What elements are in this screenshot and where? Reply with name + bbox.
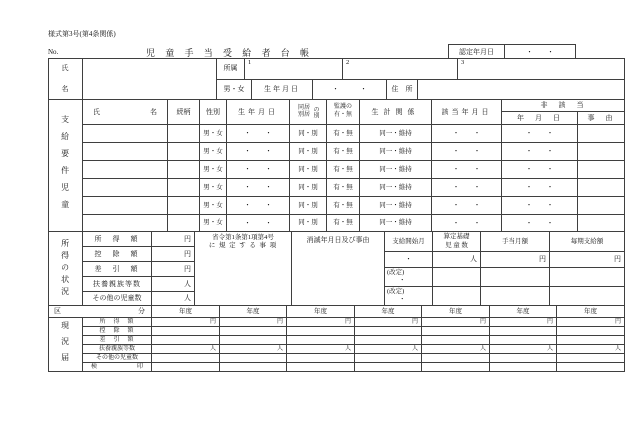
status-other-children-cell[interactable] [355, 354, 422, 363]
fiscal-year-header[interactable]: 年度 [422, 306, 490, 318]
child-relation-cell[interactable] [168, 143, 200, 161]
recipient-sex-option[interactable]: 男・女 [217, 80, 252, 100]
status-dependents-cell[interactable]: 人 [422, 345, 490, 354]
children-not-applicable-header: 非 該 当 [502, 100, 625, 112]
status-income-cell[interactable]: 円 [422, 318, 490, 327]
children-section-label: 支給要件児童 [48, 100, 83, 232]
status-dependents-cell[interactable]: 人 [287, 345, 355, 354]
status-income-label: 所 得 額 [83, 318, 152, 327]
child-na-reason-cell[interactable] [578, 161, 625, 179]
status-deduction-cell[interactable] [557, 327, 625, 336]
fiscal-year-header[interactable]: 年度 [287, 306, 355, 318]
children-name-header-left: 氏 [93, 107, 100, 116]
child-livelihood-option[interactable]: 同一・維持 [360, 143, 432, 161]
children-name-header-right: 名 [150, 107, 157, 116]
child-living-option[interactable]: 同・別 [290, 197, 327, 215]
income-section-label: 所得の状況 [48, 232, 83, 306]
calc-base-line2: 児 童 数 [445, 241, 468, 249]
status-seal-cell[interactable] [355, 363, 422, 372]
child-custody-option[interactable]: 有・無 [327, 197, 360, 215]
child-sex-option[interactable]: 男・女 [200, 197, 227, 215]
child-name-cell[interactable] [83, 143, 168, 161]
child-na-date-cell[interactable]: ・ ・ [502, 143, 578, 161]
revision-label: (改定) [387, 288, 405, 295]
child-sex-option[interactable]: 男・女 [200, 161, 227, 179]
status-other-children-cell[interactable] [220, 354, 287, 363]
status-balance-cell[interactable] [355, 336, 422, 345]
payment-start-month-cell[interactable]: ・ [385, 252, 433, 268]
child-na-date-cell[interactable]: ・ ・ [502, 125, 578, 143]
affiliation-cell-1[interactable]: 1 [245, 58, 343, 80]
child-custody-option[interactable]: 有・無 [327, 161, 360, 179]
revision-dot: ・ [399, 296, 406, 304]
children-applicable-date-header: 該当年月日 [432, 100, 502, 125]
children-livelihood-header: 生計関係 [360, 100, 432, 125]
status-income-cell[interactable]: 円 [557, 318, 625, 327]
revision-start-month-cell[interactable] [385, 287, 433, 306]
division-header [48, 306, 152, 318]
child-na-reason-cell[interactable] [578, 125, 625, 143]
calc-base-children-cell[interactable]: 人 [433, 252, 481, 268]
child-dob-cell[interactable]: ・ ・ [227, 215, 290, 232]
child-name-cell[interactable] [83, 179, 168, 197]
status-deduction-cell[interactable] [220, 327, 287, 336]
status-deduction-cell[interactable] [152, 327, 220, 336]
calc-base-line1: 算定基礎 [443, 233, 470, 241]
not-applicable-reason-header: 事 由 [578, 112, 625, 125]
ordinance-line2: に 規 定 す る 事 項 [208, 242, 278, 250]
status-balance-cell[interactable] [152, 336, 220, 345]
seal-left-char: 検 [91, 363, 98, 370]
certification-date-label: 認定年月日 [449, 45, 505, 58]
child-dob-cell[interactable]: ・ ・ [227, 197, 290, 215]
child-na-reason-cell[interactable] [578, 179, 625, 197]
affiliation-cell-3[interactable]: 3 [458, 58, 625, 80]
certification-date-box [448, 44, 576, 59]
status-dependents-cell[interactable]: 人 [152, 345, 220, 354]
status-dependents-cell[interactable]: 人 [557, 345, 625, 354]
child-relation-cell[interactable] [168, 215, 200, 232]
status-dependents-cell[interactable]: 人 [220, 345, 287, 354]
address-label: 住 所 [387, 80, 418, 100]
child-relation-cell[interactable] [168, 161, 200, 179]
fiscal-year-header[interactable]: 年度 [557, 306, 625, 318]
child-custody-option[interactable]: 有・無 [327, 125, 360, 143]
dependents-count-cell[interactable]: 人 [152, 277, 195, 292]
periodic-payment-cell[interactable]: 円 [550, 252, 625, 268]
status-other-children-cell[interactable] [422, 354, 490, 363]
status-deduction-cell[interactable] [490, 327, 557, 336]
division-right-char: 分 [138, 307, 145, 316]
child-sex-option[interactable]: 男・女 [200, 125, 227, 143]
form-code: 様式第3号(第4条関係) [48, 30, 116, 38]
child-applicable-date-cell[interactable]: ・ ・ [432, 161, 502, 179]
status-dependents-cell[interactable]: 人 [355, 345, 422, 354]
child-livelihood-option[interactable]: 同一・維持 [360, 215, 432, 232]
child-relation-cell[interactable] [168, 197, 200, 215]
revision-dot: ・ [399, 277, 406, 285]
status-other-children-cell[interactable] [152, 354, 220, 363]
child-na-date-cell[interactable]: ・ ・ [502, 197, 578, 215]
children-living-header [290, 100, 327, 125]
child-na-reason-cell[interactable] [578, 197, 625, 215]
children-relation-header: 続柄 [168, 100, 200, 125]
child-dob-cell[interactable]: ・ ・ [227, 161, 290, 179]
child-applicable-date-cell[interactable]: ・ ・ [432, 197, 502, 215]
child-living-option[interactable]: 同・別 [290, 161, 327, 179]
child-living-option[interactable]: 同・別 [290, 125, 327, 143]
revision-calc-cell[interactable] [433, 268, 481, 287]
status-other-children-label: その他の児童数 [83, 354, 152, 363]
children-name-header [83, 100, 168, 125]
deduction-amount-label: 控 除 額 [83, 247, 152, 262]
status-deduction-cell[interactable] [355, 327, 422, 336]
child-relation-cell[interactable] [168, 179, 200, 197]
monthly-allowance-header: 手当月額 [481, 232, 550, 252]
child-custody-option[interactable]: 有・無 [327, 215, 360, 232]
not-applicable-date-header: 年 月 日 [502, 112, 578, 125]
status-report-section-label: 現況届 [48, 318, 83, 372]
fiscal-year-header[interactable]: 年度 [220, 306, 287, 318]
income-amount-label: 所 得 額 [83, 232, 152, 247]
recipient-dob-label: 生年月日 [252, 80, 313, 100]
status-other-children-cell[interactable] [490, 354, 557, 363]
form-title: 児 童 手 当 受 給 者 台 帳 [146, 48, 314, 58]
periodic-payment-header: 毎期支給額 [550, 232, 625, 252]
status-balance-cell[interactable] [287, 336, 355, 345]
ordinance-line1: 省令第1条第1項第4号 [212, 234, 274, 241]
revision-periodic-cell[interactable] [550, 287, 625, 306]
child-name-cell[interactable] [83, 125, 168, 143]
child-custody-option[interactable]: 有・無 [327, 143, 360, 161]
status-income-cell[interactable]: 円 [220, 318, 287, 327]
child-dob-cell[interactable]: ・ ・ [227, 179, 290, 197]
child-living-option[interactable]: 同・別 [290, 215, 327, 232]
child-sex-option[interactable]: 男・女 [200, 143, 227, 161]
balance-amount-label: 差 引 額 [83, 262, 152, 277]
child-relation-cell[interactable] [168, 125, 200, 143]
custody-header-line2: 有・無 [333, 112, 352, 118]
name-label-top: 氏 [61, 64, 69, 73]
status-other-children-cell[interactable] [287, 354, 355, 363]
living-header-line2: 別居 [298, 112, 311, 118]
child-name-cell[interactable] [83, 197, 168, 215]
child-na-date-cell[interactable]: ・ ・ [502, 215, 578, 232]
living-header-line1: 同居 [298, 104, 311, 111]
dependents-count-label: 扶養親族等数 [83, 277, 152, 292]
certification-date-value[interactable]: ・ ・ [526, 47, 554, 56]
status-deduction-cell[interactable] [287, 327, 355, 336]
revision-monthly-cell[interactable] [481, 287, 550, 306]
child-dob-cell[interactable]: ・ ・ [227, 125, 290, 143]
child-name-cell[interactable] [83, 215, 168, 232]
name-section-label [48, 58, 83, 100]
name-input-cell[interactable] [83, 58, 217, 100]
status-other-children-cell[interactable] [557, 354, 625, 363]
calc-base-children-header [433, 232, 481, 252]
child-applicable-date-cell[interactable]: ・ ・ [432, 125, 502, 143]
child-name-cell[interactable] [83, 161, 168, 179]
status-dependents-label: 扶養親族等数 [83, 345, 152, 354]
child-na-reason-cell[interactable] [578, 215, 625, 232]
children-custody-header [327, 100, 360, 125]
child-applicable-date-cell[interactable]: ・ ・ [432, 215, 502, 232]
child-na-date-cell[interactable]: ・ ・ [502, 179, 578, 197]
affiliation-label: 所属 [217, 58, 245, 80]
payment-start-month-header: 支給開始月 [385, 232, 433, 252]
child-livelihood-option[interactable]: 同一・維持 [360, 179, 432, 197]
status-deduction-label: 控 除 額 [83, 327, 152, 336]
revision-label: (改定) [387, 269, 405, 276]
revision-calc-cell[interactable] [433, 287, 481, 306]
living-header-lines [298, 105, 310, 119]
status-income-cell[interactable]: 円 [287, 318, 355, 327]
status-balance-label: 差 引 額 [83, 336, 152, 345]
child-living-option[interactable]: 同・別 [290, 143, 327, 161]
deduction-amount-cell[interactable]: 円 [152, 247, 195, 262]
recipient-dob-cell[interactable]: ・ ・ [313, 80, 387, 100]
child-sex-option[interactable]: 男・女 [200, 179, 227, 197]
children-dob-header: 生年月日 [227, 100, 290, 125]
children-sex-header: 性別 [200, 100, 227, 125]
ordinance-matters-cell[interactable] [195, 232, 292, 306]
address-input-cell[interactable] [418, 80, 625, 100]
status-seal-cell[interactable] [490, 363, 557, 372]
status-income-cell[interactable]: 円 [152, 318, 220, 327]
other-children-count-cell[interactable]: 人 [152, 292, 195, 306]
child-dob-cell[interactable]: ・ ・ [227, 143, 290, 161]
status-seal-cell[interactable] [557, 363, 625, 372]
child-sex-option[interactable]: 男・女 [200, 215, 227, 232]
status-dependents-cell[interactable]: 人 [490, 345, 557, 354]
child-applicable-date-cell[interactable]: ・ ・ [432, 143, 502, 161]
status-income-cell[interactable]: 円 [490, 318, 557, 327]
status-income-cell[interactable]: 円 [355, 318, 422, 327]
monthly-allowance-cell[interactable]: 円 [481, 252, 550, 268]
status-balance-cell[interactable] [557, 336, 625, 345]
status-seal-label [83, 363, 152, 372]
status-balance-cell[interactable] [220, 336, 287, 345]
balance-amount-cell[interactable]: 円 [152, 262, 195, 277]
status-seal-cell[interactable] [152, 363, 220, 372]
revision-monthly-cell[interactable] [481, 268, 550, 287]
status-seal-cell[interactable] [422, 363, 490, 372]
child-custody-option[interactable]: 有・無 [327, 179, 360, 197]
affiliation-cell-2[interactable]: 2 [343, 58, 458, 80]
status-seal-cell[interactable] [287, 363, 355, 372]
child-na-date-cell[interactable]: ・ ・ [502, 161, 578, 179]
child-applicable-date-cell[interactable]: ・ ・ [432, 179, 502, 197]
child-livelihood-option[interactable]: 同一・維持 [360, 161, 432, 179]
revision-start-month-cell[interactable] [385, 268, 433, 287]
fiscal-year-header[interactable]: 年度 [490, 306, 557, 318]
division-left-char: 区 [54, 307, 61, 316]
fiscal-year-header[interactable]: 年度 [355, 306, 422, 318]
status-deduction-cell[interactable] [422, 327, 490, 336]
fiscal-year-header[interactable]: 年度 [152, 306, 220, 318]
child-livelihood-option[interactable]: 同一・維持 [360, 125, 432, 143]
form-number-label: No. [48, 48, 59, 56]
child-na-reason-cell[interactable] [578, 143, 625, 161]
extinction-date-reason-cell[interactable]: 消滅年月日及び事由 [292, 232, 385, 306]
status-balance-cell[interactable] [422, 336, 490, 345]
status-balance-cell[interactable] [490, 336, 557, 345]
child-livelihood-option[interactable]: 同一・維持 [360, 197, 432, 215]
child-living-option[interactable]: 同・別 [290, 179, 327, 197]
seal-right-char: 印 [136, 363, 143, 370]
revision-periodic-cell[interactable] [550, 268, 625, 287]
other-children-count-label: その他の児童数 [83, 292, 152, 306]
living-header-suffix: の別 [311, 106, 318, 118]
income-amount-cell[interactable]: 円 [152, 232, 195, 247]
custody-header-line1: 監護の [333, 104, 352, 111]
status-seal-cell[interactable] [220, 363, 287, 372]
name-label-bottom: 名 [61, 84, 69, 93]
